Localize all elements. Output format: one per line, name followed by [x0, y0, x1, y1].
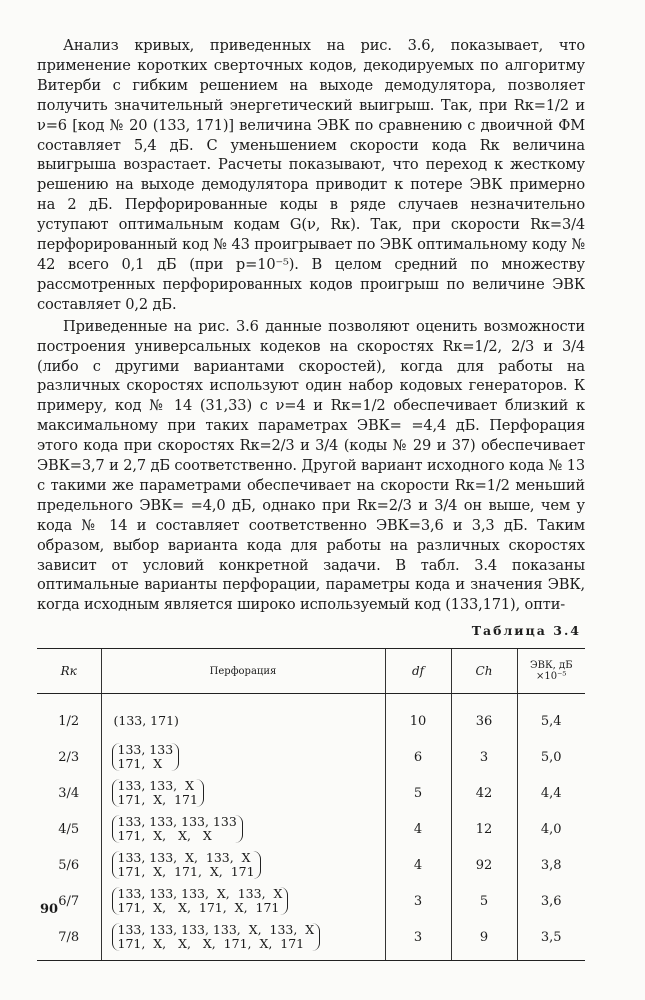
cell-ch: 5 [451, 883, 517, 919]
cell-ch: 36 [451, 694, 517, 740]
cell-perforation: 133, 133, 133, 133, X, 133, X 171, X, X, X, 171, X, 171 [101, 919, 385, 961]
cell-evk: 3,6 [517, 883, 585, 919]
header-ch: Ch [451, 649, 517, 694]
cell-ch: 3 [451, 739, 517, 775]
cell-perforation: 133, 133, 133, 133 171, X, X, X [101, 811, 385, 847]
table-3-4 [37, 648, 585, 961]
cell-evk: 5,4 [517, 694, 585, 740]
cell-rate: 4/5 [58, 821, 80, 837]
table-row [37, 847, 585, 883]
cell-ch: 92 [451, 847, 517, 883]
table-row [37, 775, 585, 811]
paragraph-2: Приведенные на рис. 3.6 данные позволяют оценить возможности построения универсальных кодеков на скоростях Rк=1/2, 2/3 и 3/4 (либо с другими вариантами скоростей), когда для работы на различных скоростях используют один набор кодовых генераторов. К примеру, код № 14 (31,33) с ν=4 и Rк=1/2 обеспечивает близкий к максимальному при таких параметрах ЭВК= =4,4 дБ. Перфорация этого кода при скоростях Rк=2/3 и 3/4 (коды № 29 и 37) обеспечивает ЭВК=3,7 и 2,7 дБ соответственно. Другой вариант исходного кода № 13 с такими же параметрами обеспечивает на скорости Rк=1/2 меньший предельного ЭВК= =4,0 дБ, однако при Rк=2/3 и 3/4 он выше, чем у кода № 14 и составляет соответственно ЭВК=3,6 и 3,3 дБ. Таким образом, выбор варианта кода для работы на различных скоростях зависит от условий конкретной задачи. В табл. 3.4 показаны оптимальные варианты перфорации, параметры кода и значения ЭВК, когда исходным является широко используемый код (133,171), опти- [37, 317, 585, 614]
cell-rate: 1/2 [58, 713, 80, 729]
cell-rate: 2/3 [58, 749, 80, 765]
header-rate: Rк [37, 649, 101, 694]
table-row [37, 694, 585, 740]
page [37, 36, 585, 961]
cell-evk: 5,0 [517, 739, 585, 775]
cell-df: 10 [385, 694, 451, 740]
cell-evk: 3,5 [517, 919, 585, 961]
table-row [37, 811, 585, 847]
cell-rate: 6/7 [58, 893, 80, 909]
table-header-row [37, 649, 585, 694]
table-title: Таблица 3.4 [471, 623, 581, 639]
cell-evk: 3,8 [517, 847, 585, 883]
cell-df: 4 [385, 811, 451, 847]
cell-perforation: 133, 133, X 171, X, 171 [101, 775, 385, 811]
paragraph-1: Анализ кривых, приведенных на рис. 3.6, показывает, что применение коротких сверточных кодов, декодируемых по алгоритму Витерби с гибким решением на выходе демодулятора, позволяет получить значительный энергетический выигрыш. Так, при Rк=1/2 и ν=6 [код № 20 (133, 171)] величина ЭВК по сравнению с двоичной ФМ составляет 5,4 дБ. С уменьшением скорости кода Rк величина выигрыша возрастает. Расчеты показывают, что переход к жесткому решению на выходе демодулятора приводит к потере ЭВК примерно на 2 дБ. Перфорированные коды в ряде случаев незначительно уступают оптимальным кодам G(ν, Rк). Так, при скорости Rк=3/4 перфорированный код № 43 проигрывает по ЭВК оптимальному коду № 42 всего 0,1 дБ (при p=10⁻⁵). В целом средний по множеству рассмотренных перфорированных кодов проигрыш по величине ЭВК составляет 0,2 дБ. [37, 37, 585, 313]
table-row [37, 919, 585, 961]
table-row [37, 883, 585, 919]
cell-perforation: 133, 133, X, 133, X 171, X, 171, X, 171 [101, 847, 385, 883]
cell-df: 3 [385, 883, 451, 919]
cell-evk: 4,4 [517, 775, 585, 811]
cell-ch: 12 [451, 811, 517, 847]
cell-df: 5 [385, 775, 451, 811]
table-row [37, 739, 585, 775]
page-number: 90 [40, 902, 59, 917]
cell-rate: 7/8 [37, 919, 101, 961]
cell-ch: 42 [451, 775, 517, 811]
cell-perforation: 133, 133, 133, X, 133, X 171, X, X, 171, X, 171 [101, 883, 385, 919]
header-df: df [385, 649, 451, 694]
cell-ch: 9 [451, 919, 517, 961]
cell-df: 4 [385, 847, 451, 883]
cell-df: 3 [385, 919, 451, 961]
header-perforation: Перфорация [101, 649, 385, 694]
cell-perforation: (133, 171) [101, 694, 385, 740]
cell-evk: 4,0 [517, 811, 585, 847]
cell-rate: 3/4 [58, 785, 80, 801]
cell-df: 6 [385, 739, 451, 775]
header-evk: ЭВК, дБ ×10⁻⁵ [517, 649, 585, 694]
cell-perforation: 133, 133 171, X [101, 739, 385, 775]
cell-rate: 5/6 [58, 857, 80, 873]
